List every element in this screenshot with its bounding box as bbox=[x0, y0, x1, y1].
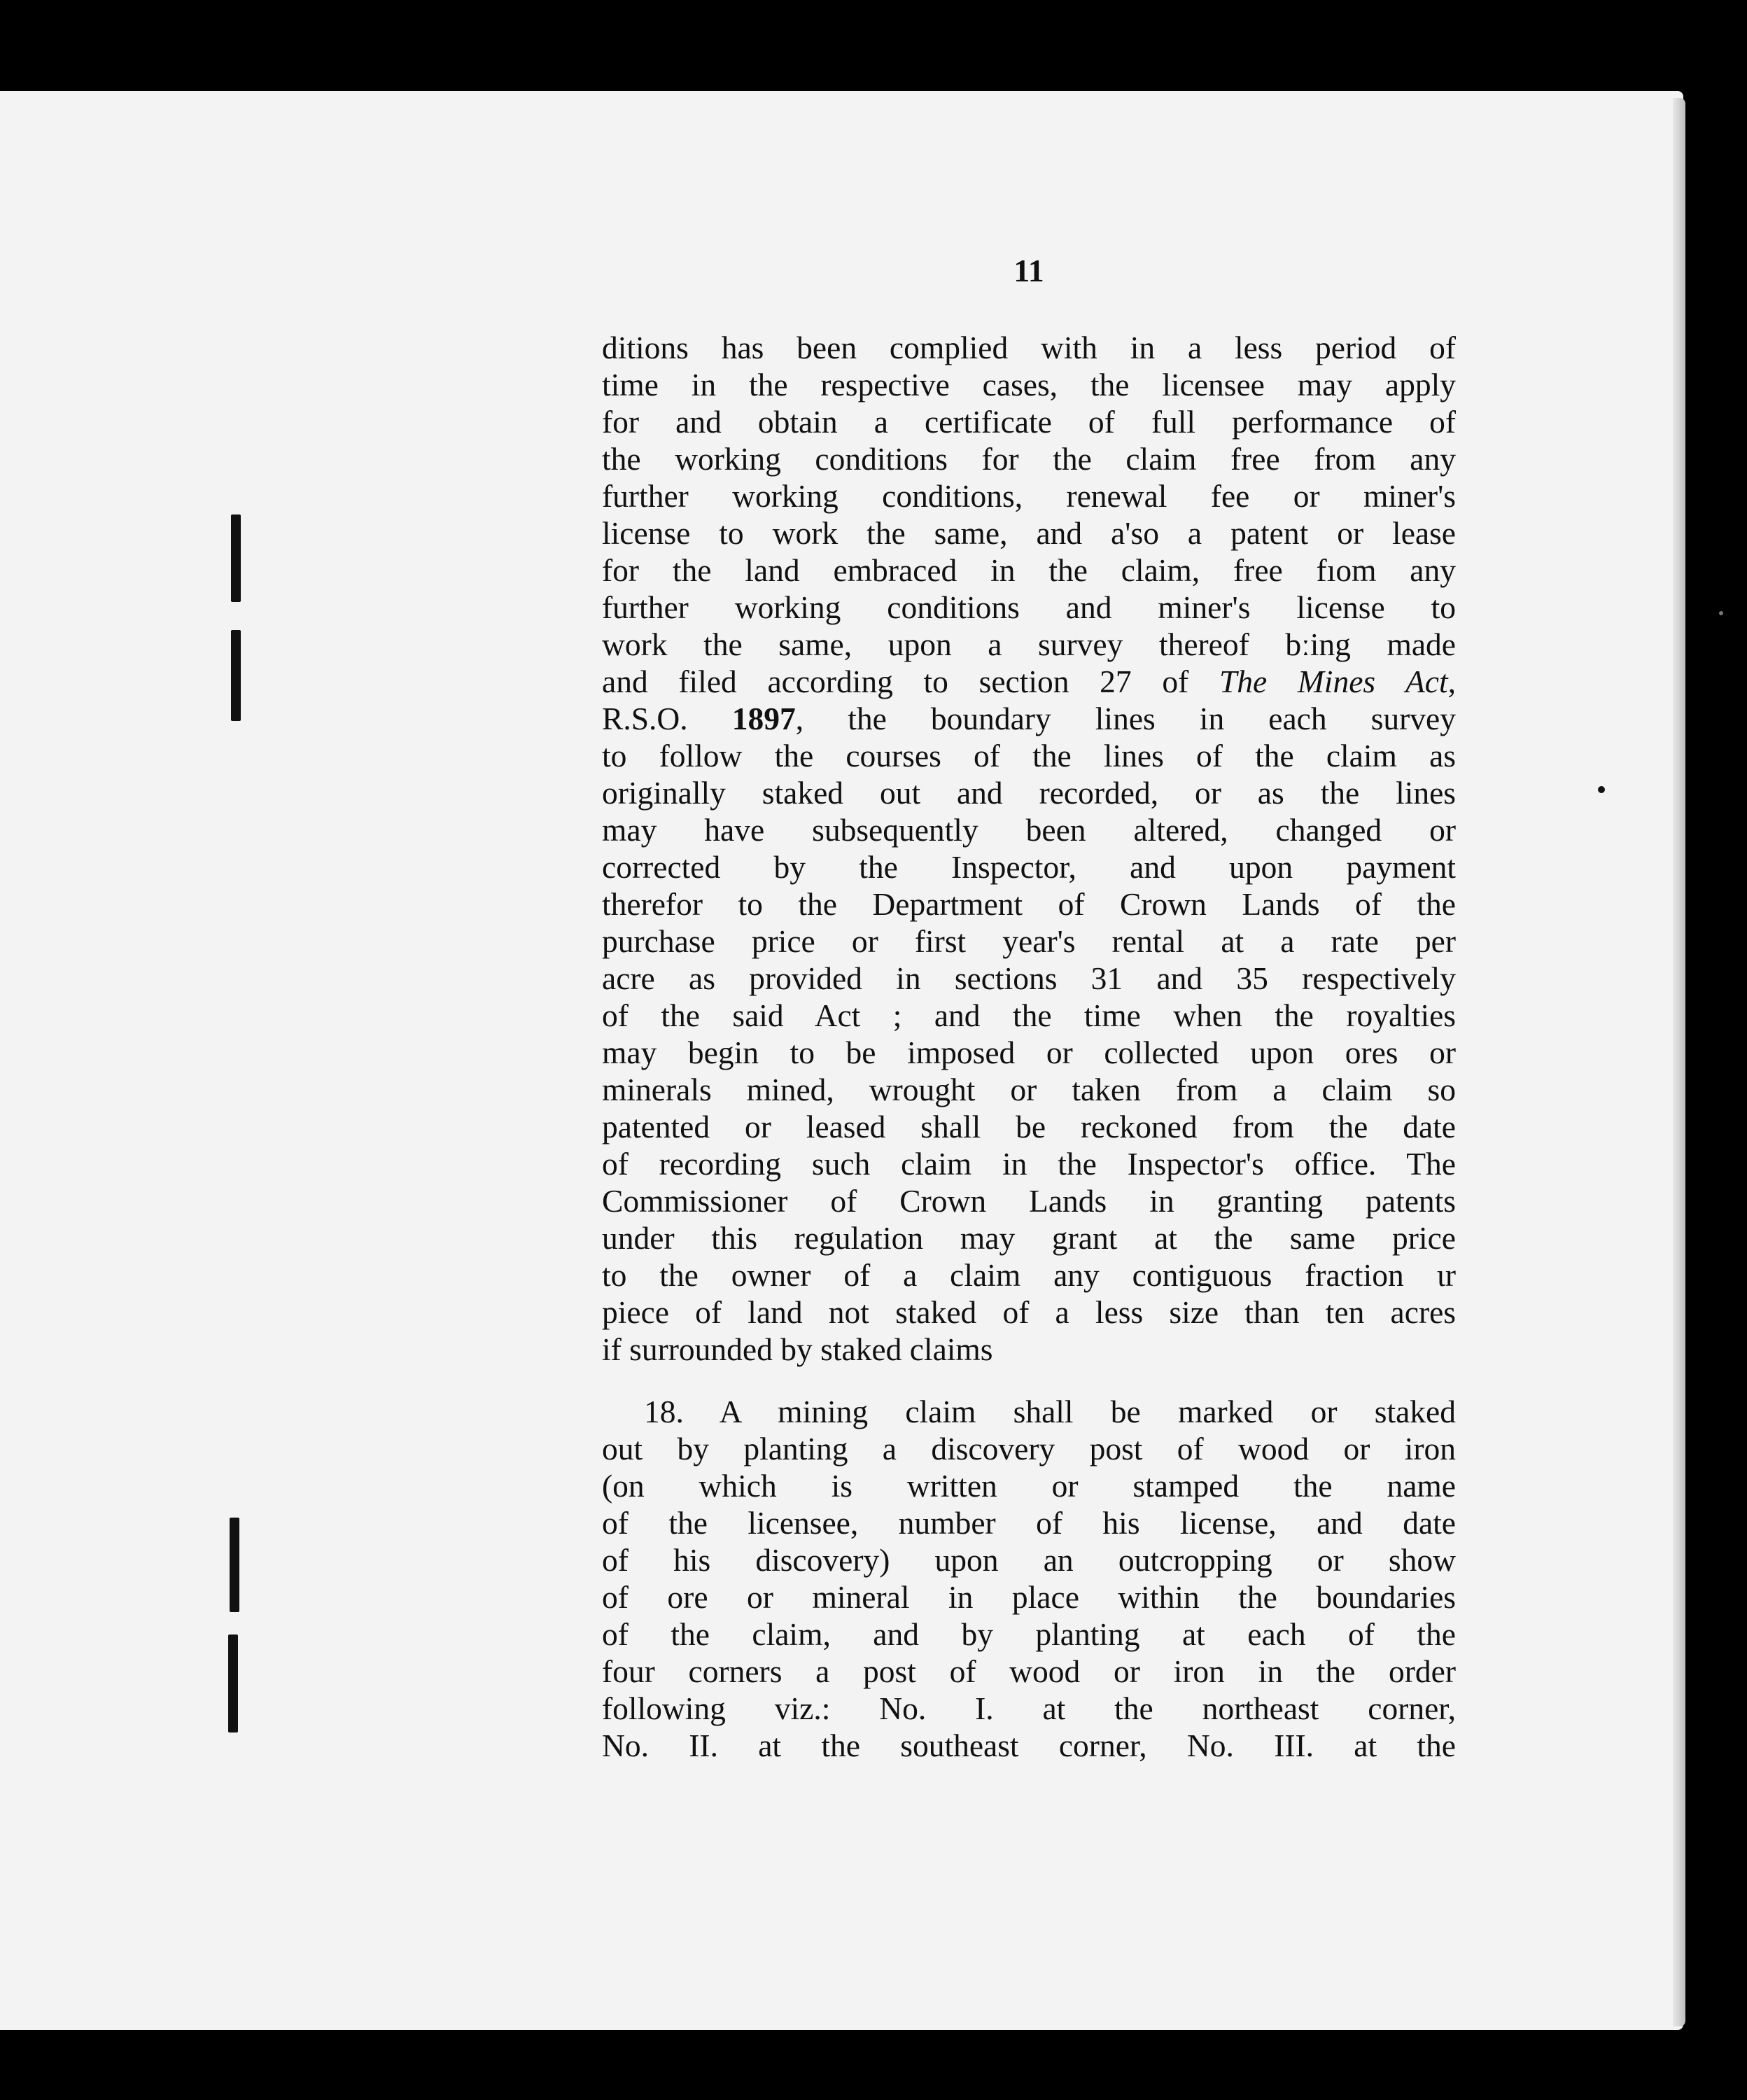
text-line: purchase price or first year's rental at a rate per bbox=[602, 923, 1456, 959]
text-line: of the said Act ; and the time when the royalties bbox=[602, 997, 1456, 1033]
text-line: corrected by the Inspector, and upon payment bbox=[602, 849, 1456, 885]
text-line: 18. A mining claim shall be marked or staked bbox=[644, 1394, 1456, 1429]
text-run: and filed according to section 27 of bbox=[602, 664, 1219, 699]
text-line bbox=[602, 663, 1456, 700]
text-line: may begin to be imposed or collected upon ores or bbox=[602, 1035, 1456, 1070]
text-line: under this regulation may grant at the same price bbox=[602, 1220, 1456, 1256]
text-line: the working conditions for the claim free from any bbox=[602, 441, 1456, 477]
text-line: (on which is written or stamped the name bbox=[602, 1468, 1456, 1504]
text-line: license to work the same, and a'so a patent or lease bbox=[602, 515, 1456, 551]
text-line: may have subsequently been altered, changed or bbox=[602, 812, 1456, 848]
text-line: originally staked out and recorded, or as the lines bbox=[602, 775, 1456, 811]
text-line: ditions has been complied with in a less period of bbox=[602, 330, 1456, 365]
text-line bbox=[602, 700, 1456, 737]
act-title: The Mines Act, bbox=[1219, 664, 1456, 699]
text-line: if surrounded by staked claims bbox=[602, 1331, 993, 1367]
text-line: of his discovery) upon an outcropping or show bbox=[602, 1542, 1456, 1578]
text-line: piece of land not staked of a less size than ten acres bbox=[602, 1294, 1456, 1330]
speck bbox=[1598, 786, 1605, 793]
page-number: 11 bbox=[1013, 253, 1044, 288]
binding-mark-1 bbox=[231, 514, 241, 602]
text-line: Commissioner of Crown Lands in granting patents bbox=[602, 1183, 1456, 1219]
paragraph-gap bbox=[602, 1368, 1456, 1393]
body-text bbox=[602, 329, 1456, 1764]
text-line: further working conditions, renewal fee or miner's bbox=[602, 478, 1456, 514]
text-line: of recording such claim in the Inspector's office. The bbox=[602, 1146, 1456, 1182]
text-line: minerals mined, wrought or taken from a claim so bbox=[602, 1072, 1456, 1107]
text-line: of the claim, and by planting at each of the bbox=[602, 1616, 1456, 1652]
text-line: time in the respective cases, the licensee may apply bbox=[602, 367, 1456, 402]
text-run: , the boundary lines in each survey bbox=[795, 701, 1457, 736]
text-line: for the land embraced in the claim, free fıom any bbox=[602, 552, 1456, 588]
text-line: work the same, upon a survey thereof bːing made bbox=[602, 626, 1456, 662]
text-line: for and obtain a certificate of full performance of bbox=[602, 404, 1456, 440]
text-line: four corners a post of wood or iron in the order bbox=[602, 1653, 1456, 1689]
binding-mark-3 bbox=[230, 1518, 239, 1612]
text-line: No. II. at the southeast corner, No. III. at the bbox=[602, 1728, 1456, 1763]
text-line: of ore or mineral in place within the boundaries bbox=[602, 1579, 1456, 1615]
page-edge-shadow bbox=[1673, 98, 1685, 2026]
text-line: therefor to the Department of Crown Lands of the bbox=[602, 886, 1456, 922]
text-line: patented or leased shall be reckoned from the date bbox=[602, 1109, 1456, 1144]
text-line: acre as provided in sections 31 and 35 respectively bbox=[602, 960, 1456, 996]
paragraph-1 bbox=[602, 329, 1456, 1368]
text-line: following viz.: No. I. at the northeast corner, bbox=[602, 1690, 1456, 1726]
text-run: R.S.O. bbox=[602, 701, 732, 736]
text-line: to follow the courses of the lines of the claim as bbox=[602, 738, 1456, 774]
text-line: further working conditions and miner's license to bbox=[602, 589, 1456, 625]
binding-mark-2 bbox=[231, 630, 241, 721]
binding-mark-4 bbox=[228, 1634, 238, 1732]
text-line: out by planting a discovery post of wood or iron bbox=[602, 1431, 1456, 1466]
text-line: to the owner of a claim any contiguous fraction ɩr bbox=[602, 1257, 1456, 1293]
text-line: of the licensee, number of his license, and date bbox=[602, 1505, 1456, 1541]
speck bbox=[1719, 611, 1723, 615]
year: 1897 bbox=[731, 701, 796, 736]
paragraph-2 bbox=[602, 1393, 1456, 1764]
